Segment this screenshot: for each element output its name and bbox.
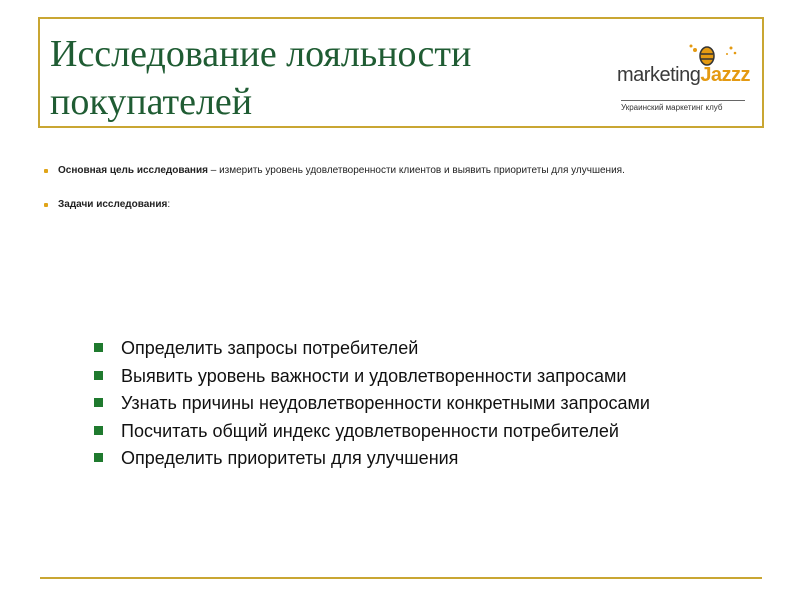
task-item (92, 390, 650, 418)
task-item (92, 418, 650, 446)
slide-title-line-1: Исследование лояльности (50, 33, 472, 75)
task-item (92, 335, 650, 363)
green-square-bullet-icon (94, 343, 103, 352)
goal-label: Основная цель исследования (58, 165, 208, 176)
green-square-bullet-icon (94, 371, 103, 380)
footer-divider (40, 577, 762, 579)
slide-title-line-2: покупателей (50, 81, 253, 123)
tasks-suffix: : (167, 199, 171, 210)
logo-wordmark (617, 64, 750, 87)
task-item (92, 363, 650, 391)
task-text: Определить приоритеты для улучшения (121, 448, 459, 468)
tasks-label: Задачи исследования (58, 199, 168, 210)
intro-list (42, 164, 762, 232)
task-text: Узнать причины неудовлетворенности конкретными запросами (121, 393, 650, 413)
marketing-jazzz-logo (617, 42, 752, 114)
title-frame-top-border (38, 17, 764, 19)
intro-goal-item (42, 164, 762, 178)
slide-title (50, 30, 610, 126)
goal-text: – измерить уровень удовлетворенности клиентов и выявить приоритеты для улучшения. (207, 165, 625, 176)
green-square-bullet-icon (94, 453, 103, 462)
logo-word-main: marketing (617, 64, 701, 86)
task-item (92, 445, 650, 473)
intro-tasks-item (42, 198, 762, 212)
logo-subtitle: Украинский маркетинг клуб (621, 100, 745, 112)
task-text: Определить запросы потребителей (121, 338, 419, 358)
task-text: Выявить уровень важности и удовлетворенности запросами (121, 365, 627, 386)
green-square-bullet-icon (94, 398, 103, 407)
task-text: Посчитать общий индекс удовлетворенности потребителей (121, 420, 619, 441)
tasks-list (92, 335, 650, 473)
logo-word-accent: Jazzz (700, 64, 751, 86)
green-square-bullet-icon (94, 426, 103, 435)
